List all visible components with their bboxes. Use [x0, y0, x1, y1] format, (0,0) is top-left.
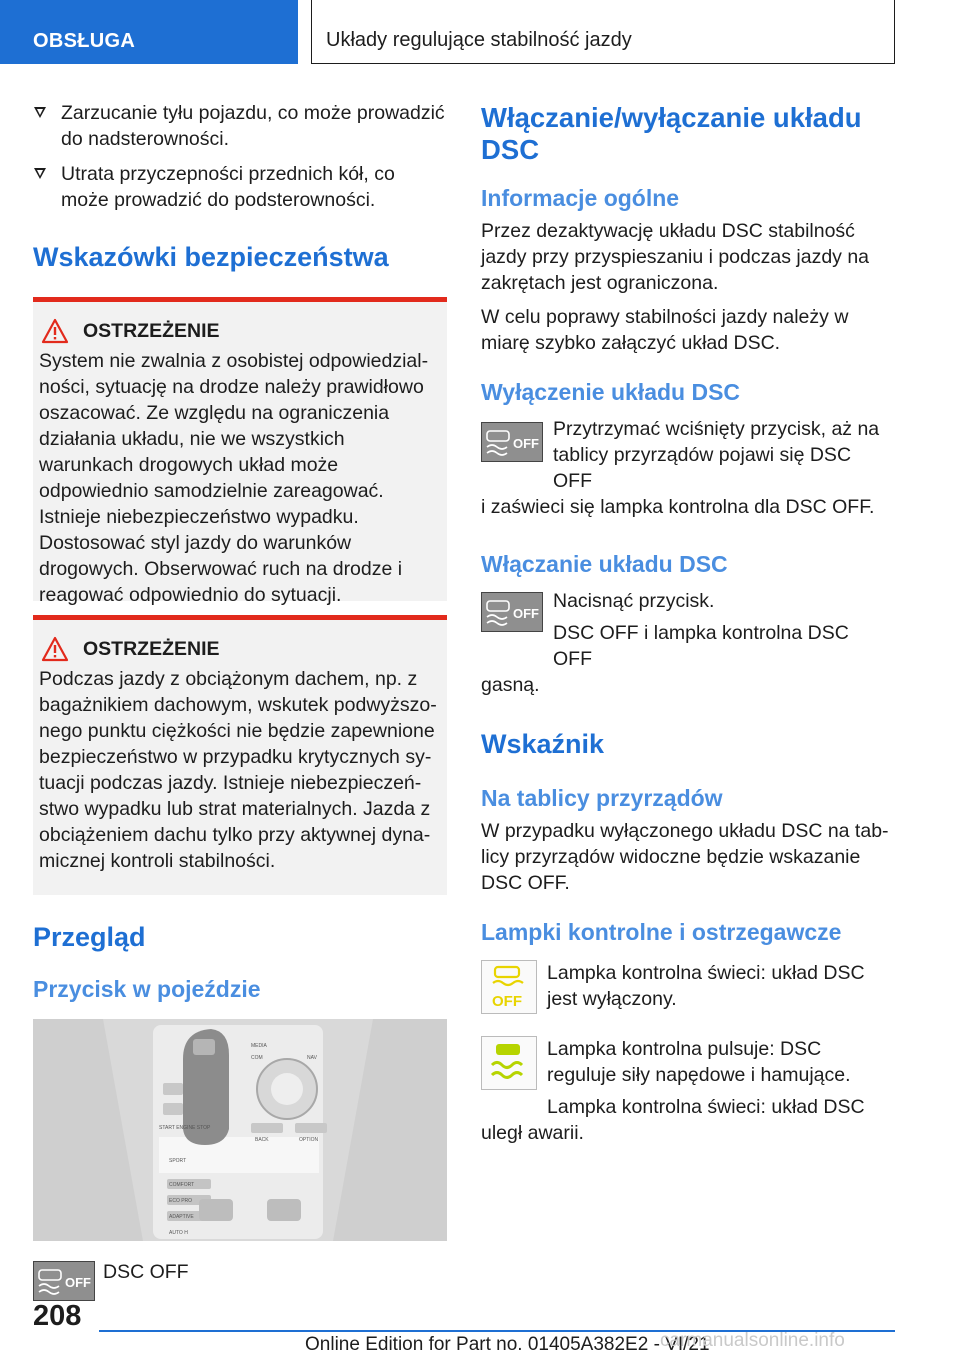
center-console-photo	[33, 1019, 447, 1241]
console-label: MEDIA	[251, 1043, 267, 1049]
dsc-off-button-icon	[481, 592, 543, 632]
console-label: COMFORT	[169, 1182, 195, 1188]
safety-heading: Wskazówki bezpieczeństwa	[33, 242, 389, 272]
watermark: carmanualsonline.info	[660, 1330, 845, 1351]
section-label: OBSŁUGA	[33, 30, 136, 52]
console-label: AUTO H	[169, 1230, 188, 1236]
warning-triangle-icon	[41, 636, 69, 662]
button-caption: DSC OFF	[103, 1261, 189, 1283]
warning-box-2	[33, 615, 447, 895]
console-label: ADAPTIVE	[169, 1214, 194, 1220]
triangle-bullet-icon	[34, 168, 46, 179]
page-number: 208	[33, 1300, 82, 1332]
general-heading: Informacje ogólne	[481, 185, 680, 211]
console-label: START ENGINE STOP	[159, 1125, 211, 1131]
lamp2-text-3: uległ awarii.	[481, 1122, 584, 1144]
list-item: Zarzucanie tyłu pojazdu, co może prowadzić do nadsterowności.	[33, 100, 447, 152]
warning-text: Podczas jazdy z obciążonym dachem, np. z bagażnikiem dachowym, wskutek podwyższonego punktu ciężkości nie będzie zapewnione bezpieczeństwo w przypadku krytycznych sytuacji podczas jazdy. Istnieje niebezpieczeństwo wypadku lub strat materialnych. Jazda z obciążeniem dachu tylko przy aktywnej dynamicznej kontroli stabilności.	[39, 668, 437, 872]
right-column	[481, 100, 891, 1146]
console-label: COM	[251, 1055, 263, 1061]
on-text-1: Nacisnąć przycisk.	[553, 590, 715, 612]
svg-text:OFF: OFF	[513, 606, 539, 621]
triangle-bullet-icon	[34, 107, 46, 118]
warning-label: OSTRZEŻENIE	[83, 637, 220, 660]
cluster-text: W przypadku wyłączonego układu DSC na tablicy przyrządów widoczne będzie wskazanie DSC OFF.	[481, 820, 889, 894]
indicator-heading: Wskaźnik	[481, 729, 605, 759]
on-heading: Włączanie układu DSC	[481, 551, 728, 577]
lamp2-text-1: Lampka kontrolna pulsuje: DSC reguluje siły napędowe i hamujące.	[547, 1038, 851, 1086]
section-tab	[0, 0, 298, 64]
warning-box-1	[33, 297, 447, 606]
off-text-cont: i zaświeci się lampka kontrolna dla DSC OFF.	[481, 496, 875, 518]
edition-text: Online Edition for Part no. 01405A382E2 - VI/21	[305, 1334, 710, 1355]
off-text: Przytrzymać wciśnięty przycisk, aż na tablicy przyrządów pojawi się DSC OFF	[553, 418, 880, 492]
off-heading: Wyłączenie układu DSC	[481, 379, 741, 405]
svg-text:OFF: OFF	[65, 1275, 91, 1290]
dsc-off-lamp-icon	[481, 960, 537, 1014]
lamp1-text: Lampka kontrolna świeci: układ DSC jest wyłączony.	[547, 962, 865, 1010]
svg-text:OFF: OFF	[513, 436, 539, 451]
overview-heading: Przegląd	[33, 922, 146, 952]
console-label: NAV	[307, 1055, 317, 1061]
svg-text:OFF: OFF	[492, 993, 522, 1010]
on-text-3: gasną.	[481, 674, 540, 696]
chapter-header	[311, 0, 895, 64]
dsc-off-button-icon	[481, 422, 543, 462]
warning-label: OSTRZEŻENIE	[83, 319, 220, 342]
list-item: Utrata przyczepności przednich kół, co może prowadzić do podsterowności.	[33, 161, 447, 213]
warning-text: System nie zwalnia z osobistej odpowiedzialności, sytuację na drodze należy prawidłowo oszacować. Ze względu na ograniczenia działania układu, nie we wszystkich warunkach drogowych układ może odpowiednio samodzielnie zareagować. Istnieje niebezpieczeństwo wypadku. Dostosować styl jazdy do warunków drogowych. Obserwować ruch na drodze i reagować odpowiednio do sytuacji.	[39, 350, 429, 606]
lamps-heading: Lampki kontrolne i ostrzegawcze	[481, 919, 842, 945]
console-label: ECO PRO	[169, 1198, 193, 1204]
warning-triangle-icon	[41, 318, 69, 344]
general-text-2: W celu poprawy stabilności jazdy należy w miarę szybko załączyć układ DSC.	[481, 306, 849, 354]
console-label: BACK	[255, 1137, 269, 1143]
console-illustration	[33, 1019, 447, 1241]
on-text-2: DSC OFF i lampka kontrolna DSC OFF	[553, 622, 849, 670]
cluster-heading: Na tablicy przyrządów	[481, 785, 723, 811]
left-column	[33, 100, 447, 1301]
console-label: SPORT	[169, 1158, 187, 1164]
main-heading: Włączanie/wyłączanie układu DSC	[481, 102, 862, 165]
console-label: OPTION	[299, 1137, 319, 1143]
dsc-off-button-icon	[33, 1261, 95, 1301]
dsc-active-lamp-icon	[481, 1036, 537, 1090]
chapter-title: Układy regulujące stabilność jazdy	[326, 29, 632, 51]
general-text-1: Przez dezaktywację układu DSC stabilność jazdy przy przyspieszaniu i podczas jazdy na zakrętach jest ograniczona.	[481, 220, 870, 294]
button-heading: Przycisk w pojeździe	[33, 976, 261, 1002]
lamp2-text-2: Lampka kontrolna świeci: układ DSC	[547, 1096, 865, 1118]
